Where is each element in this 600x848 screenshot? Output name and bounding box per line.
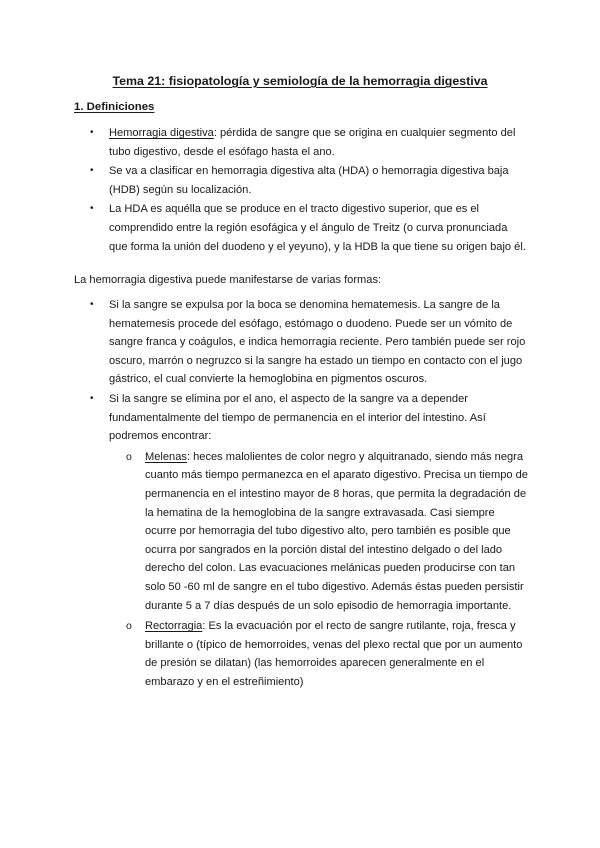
- bullet-glyph: •: [90, 127, 94, 138]
- bullet-glyph: •: [90, 299, 94, 310]
- forms-list: [0, 296, 600, 693]
- list-item: [0, 200, 600, 256]
- rectorragia-text: : Es la evacuación por el recto de sangre rutilante, roja, fresca y brillante o (típico de hemorroides, venas del plexo rectal que por un aumento de presión se dilatan) (las hemorroides aparecen generalmente en el embarazo y en el estreñimiento): [145, 620, 523, 688]
- list-item: [0, 390, 600, 692]
- sub-list-item: [0, 448, 600, 615]
- intro-paragraph: La hemorragia digestiva puede manifestarse de varias formas:: [74, 274, 382, 286]
- document-title: Tema 21: fisiopatología y semiología de la hemorragia digestiva: [112, 74, 488, 88]
- sub-bullet-glyph: o: [126, 620, 132, 633]
- list-item: [0, 124, 600, 161]
- sub-bullet-glyph: o: [126, 450, 132, 463]
- list-item: [0, 296, 600, 389]
- classification-text: Se va a clasificar en hemorragia digestiva alta (HDA) o hemorragia digestiva baja (HDB) según su localización.: [109, 165, 509, 196]
- bullet-glyph: •: [90, 203, 94, 215]
- bullet-glyph: •: [90, 392, 94, 404]
- sub-list-item: [0, 617, 600, 691]
- hda-definition-text: La HDA es aquélla que se produce en el tracto digestivo superior, que es el comprendido entre la región esofágica y el ángulo de Treitz (o curva pronunciada que forma la unión del duodeno y el yeyuno), y la HDB la que tiene su origen bajo él.: [109, 203, 526, 253]
- definition-text: : pérdida de sangre que se origina en cualquier segmento del tubo digestivo, desde el esófago hasta el ano.: [109, 127, 516, 158]
- hematemesis-text: Si la sangre se expulsa por la boca se denomina hematemesis. La sangre de la hematemesis procede del esófago, estómago o duodeno. Puede ser un vómito de sangre franca y coágulos, e indica hemorragia reciente. Pero también puede ser rojo oscuro, marrón o negruzco si la sangre ha estado un tiempo en contacto con el jugo gástrico, el cual convierte la hemoglobina en pigmentos oscuros.: [109, 299, 526, 386]
- term-melenas: Melenas: [145, 450, 187, 463]
- list-item: [0, 162, 600, 199]
- definitions-list: [0, 124, 600, 257]
- anal-bleeding-text: Si la sangre se elimina por el ano, el aspecto de la sangre va a depender fundamentalmente del tiempo de permanencia en el interior del intestino. Así podremos encontrar:: [109, 392, 486, 443]
- section-heading-definiciones: 1. Definiciones: [74, 101, 155, 113]
- term-rectorragia: Rectorragia: [145, 620, 203, 633]
- melenas-text: : heces malolientes de color negro y alquitranado, siendo más negra cuanto más tiempo permanezca en el aparato digestivo. Precisa un tiempo de permanencia en el intestino mayor de 8 horas, que permita la degradación de la hematina de la hemoglobina de la sangre extravasada. Casi siempre ocurre por hemorragia del tubo digestivo alto, pero también es posible que ocurra por sangrados en la porción distal del intestino delgado o del lado derecho del colon. Las evacuaciones melánicas pueden producirse con tan solo 50 -60 ml de sangre en el tubo digestivo. Además éstas pueden persistir durante 5 a 7 días después de un solo episodio de hemorragia importante.: [145, 450, 528, 612]
- bullet-glyph: •: [90, 165, 94, 177]
- term-hemorragia-digestiva: Hemorragia digestiva: [109, 127, 214, 139]
- sub-list: [0, 448, 600, 692]
